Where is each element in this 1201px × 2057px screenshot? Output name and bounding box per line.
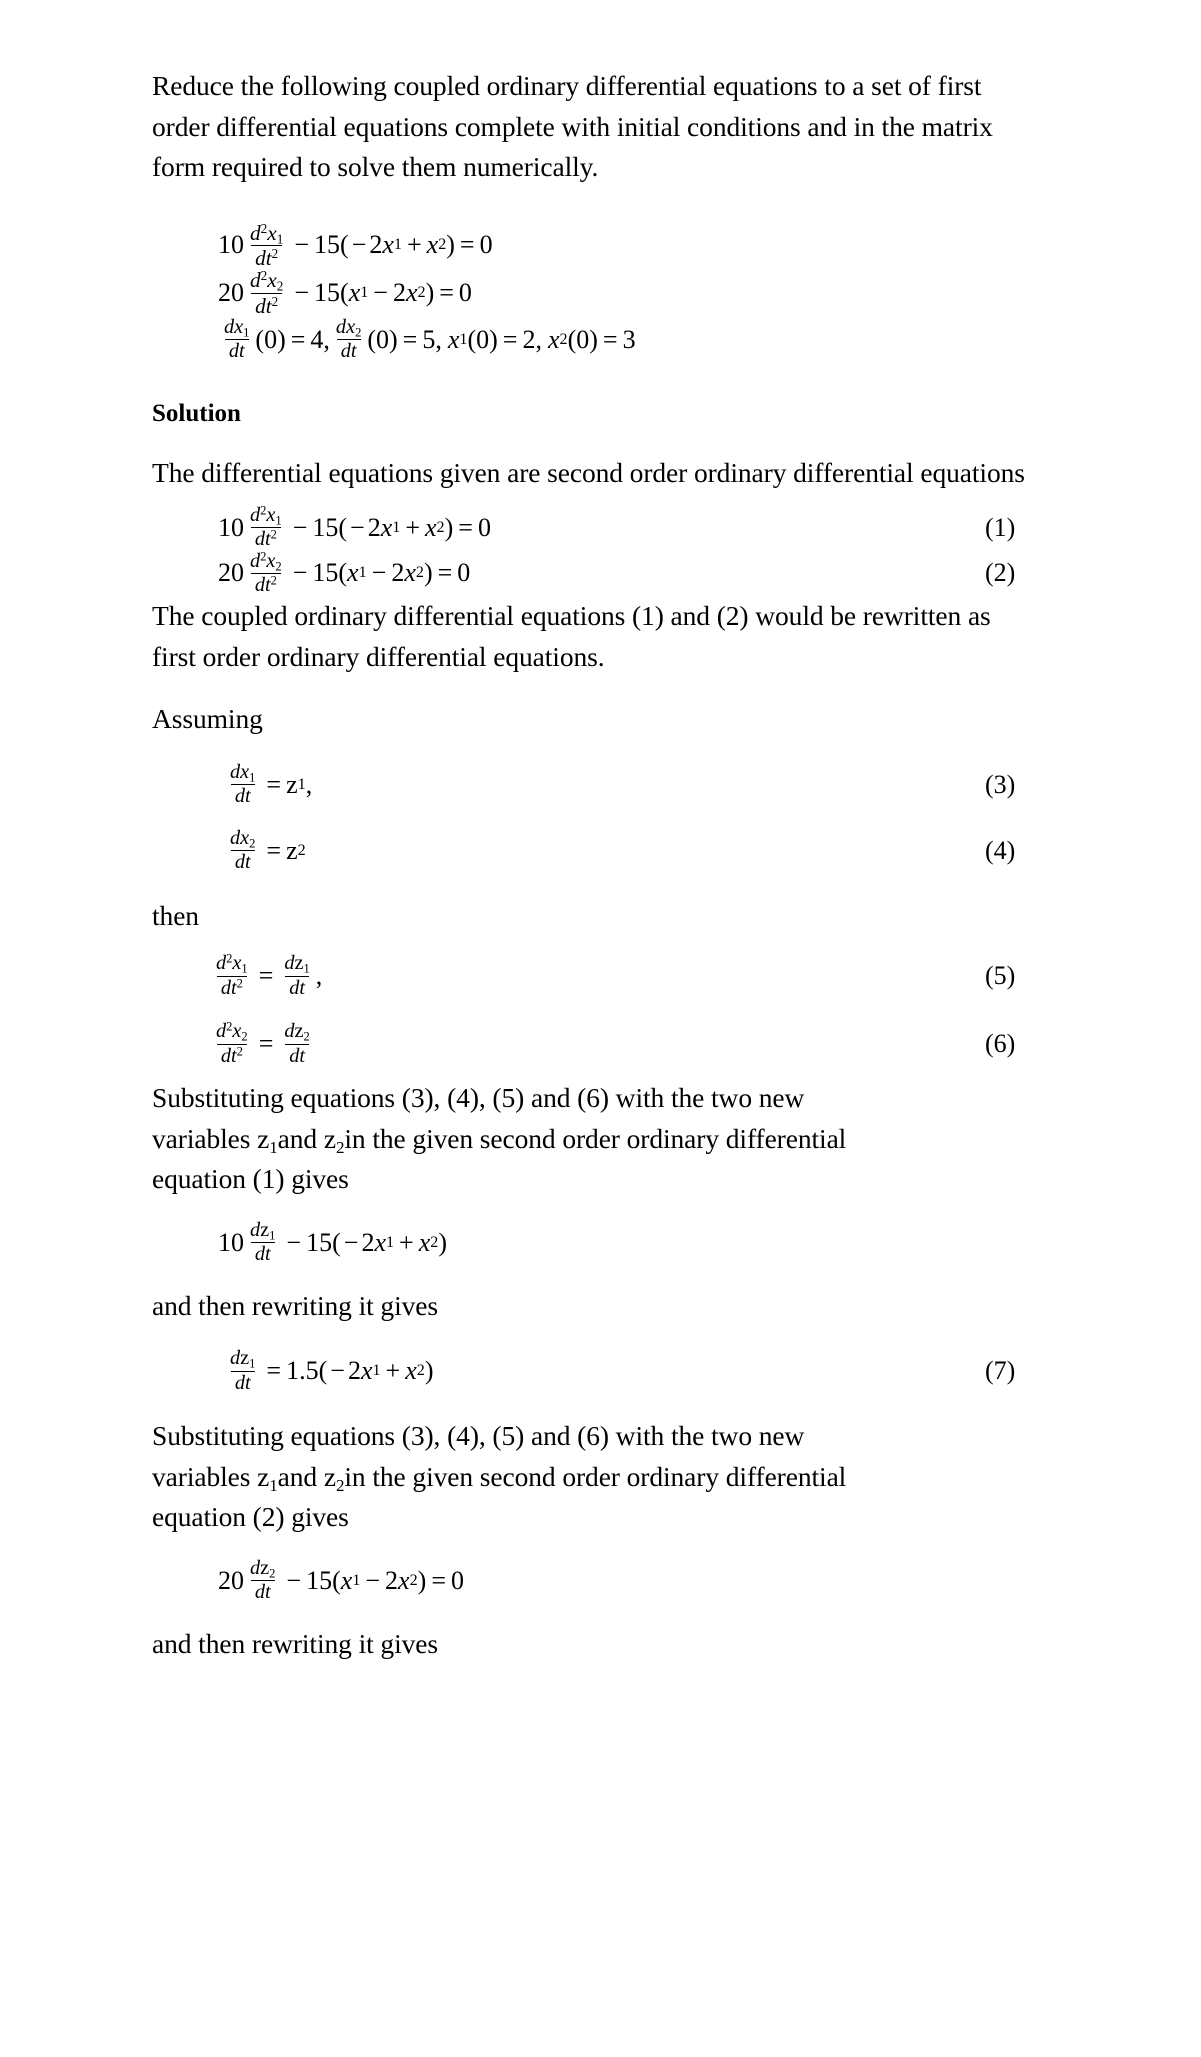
variable-z1: z [257,1122,270,1154]
equation-number-3: (3) [985,769,1016,799]
equation-number-6: (6) [985,1029,1016,1059]
coefficient-10: 10 [218,230,244,260]
variable-z2: z [323,1122,336,1154]
rewriting-paragraph-2: and then rewriting it gives [152,1627,438,1659]
substituting-2-line-2: variables $z_1and$ $z_2in$ the given second order ordinary differential [152,1460,847,1495]
dx1-dt: $\frac{dx_1}{dt}$ [224,316,250,363]
rewrite-paragraph: The coupled ordinary differential equations (1) and (2) would be rewritten as first order ordinary differential equations. [152,600,991,672]
equation-2-row: 20 $\frac{d^2x_2}{dt^2}$ − 15 ( x 1 − 2 x 2 ) = 0 (2) [218,549,1016,596]
dz1-dt: $\frac{dz_1}{dt}$ [250,1218,276,1266]
equation-5-row: $\frac{d^2x_1}{dt^2}$ = $\frac{dz_1}{dt}$ , (5) [152,942,1032,1010]
coefficient-20: 20 [218,278,244,308]
dx1-dt: $\frac{dx_1}{dt}$ [230,760,256,808]
equation-number-2: (2) [985,558,1016,588]
substituting-paragraph-1 [152,1078,1032,1200]
substituting-2-line-1: Substituting equations (3), (4), (5) and (6) with the two new [152,1420,805,1452]
assuming-label: Assuming [152,703,263,735]
then-equation-group [152,942,1032,1078]
substituting-1-line-1: Substituting equations (3), (4), (5) and (6) with the two new [152,1082,805,1114]
solution-heading: Solution [152,399,241,427]
dz1-dt: $\frac{dz_1}{dt}$ [230,1347,256,1394]
problem-equation-1: 10 $\frac{d^2x_1}{dt^2}$ − 15 ( − 2 x 1 + x 2 ) = 0 [218,220,493,270]
equation-number-7: (7) [985,1356,1016,1386]
intro-paragraph: The differential equations given are second order ordinary differential equations [152,456,1025,488]
dx2-dt: $\frac{dx_2}{dt}$ [335,316,362,363]
substituting-1-line-3: equation (1) gives [152,1163,349,1195]
problem-statement: Reduce the following coupled ordinary differential equations to a set of first order differential equations complete with initial conditions and in the matrix form required to solve them numerically. [152,70,993,182]
variable-z1: z [257,1460,270,1492]
equation-number-4: (4) [985,835,1016,865]
dz1-dt: $\frac{dz_1}{dt}$ [284,952,310,999]
document-content [152,66,1032,1664]
numbered-equation-group [152,505,1032,596]
second-derivative-x1: $\frac{d^2x_1}{dt^2}$ [216,951,248,999]
substituted-equation-2: 20 $\frac{dz_2}{dt}$ − 15 ( x 1 − 2 x 2 ) = 0 [218,1556,464,1604]
equation-number-1: (1) [985,512,1016,542]
equation-1-row: 10 $\frac{d^2x_1}{dt^2}$ − 15 ( − 2 x 1 + x 2 ) = 0 (1) [218,503,1016,551]
substituting-paragraph-2 [152,1416,1032,1538]
then-label: then [152,899,199,931]
equation-3-row: $\frac{dx_1}{dt}$ = z 1 , (3) [152,752,1032,818]
substituted-equation-1: 10 $\frac{dz_1}{dt}$ − 15 ( − 2 x 1 + x 2 ) [218,1218,447,1266]
second-derivative-x2: $\frac{d^2x_2}{dt^2}$ [250,549,282,596]
second-derivative-x1: $\frac{d^2x_1}{dt^2}$ [250,220,284,270]
equation-7-row: $\frac{dz_1}{dt}$ = 1.5 ( − 2 x 1 + x 2 ) (7) [152,1338,1032,1404]
problem-equation-2: 20 $\frac{d^2x_2}{dt^2}$ − 15 ( x 1 − 2 x 2 ) = 0 [218,268,472,318]
second-derivative-x2: $\frac{d^2x_2}{dt^2}$ [216,1019,248,1067]
variable-z2: z [323,1460,336,1492]
substituting-2-line-3: equation (2) gives [152,1501,349,1533]
rewriting-paragraph-1: and then rewriting it gives [152,1289,438,1321]
dz2-dt: $\frac{dz_2}{dt}$ [250,1556,276,1604]
equation-4-row: $\frac{dx_2}{dt}$ = z 2 (4) [152,818,1032,884]
initial-conditions: $\frac{dx_1}{dt}$ (0) = 4 , $\frac{dx_2}{dt}$ (0) = 5 , x 1 (0) = 2 , x 2 (0) = 3 [152,317,1032,363]
dz2-dt: $\frac{dz_2}{dt}$ [284,1020,310,1067]
second-derivative-x2: $\frac{d^2x_2}{dt^2}$ [250,268,284,318]
equation-number-5: (5) [985,961,1016,991]
second-derivative-x1: $\frac{d^2x_1}{dt^2}$ [250,503,282,551]
equation-6-row: $\frac{d^2x_2}{dt^2}$ = $\frac{dz_2}{dt}$ (6) [152,1010,1032,1078]
dx2-dt: $\frac{dx_2}{dt}$ [230,826,256,874]
substituting-1-line-2: variables $z_1and$ $z_2in$ the given second order ordinary differential [152,1122,847,1157]
problem-equation-group [152,222,1032,363]
assuming-equation-group [152,752,1032,884]
